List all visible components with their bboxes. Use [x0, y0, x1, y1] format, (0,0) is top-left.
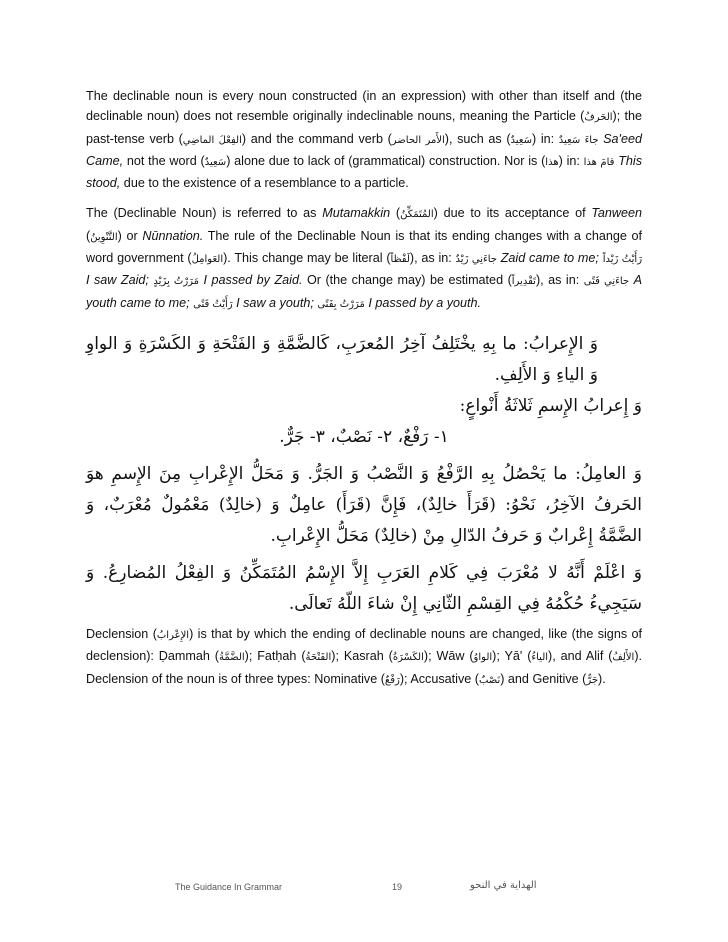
arabic-term: المُتَمَكِّنُ: [400, 209, 434, 221]
arabic-paragraph-amil: وَ العامِلُ: ما يَحْصُلُ بِهِ الرَّفْعُ وَ النَّصْبُ وَ الجَرُّ. وَ مَحَلُّ الإِعْرابِ مِنَ الإِسمِ هوَ الحَرفُ الآخِرُ، نَحْوُ: (قَرَأَ خالِدٌ)، فَإِنَّ (قَرَأَ) عامِلٌ وَ (خالِدٌ) مَعْمُولٌ مُعْرَبٌ، وَ الضَّمَّةُ إِعْرابٌ وَ حَرفُ الدّالِ مِنْ (خالِدٌ) مَحَلُّ الإِعْرابِ.: [86, 463, 642, 546]
text-segment: ) in:: [532, 131, 559, 146]
text-segment: ) due to its acceptance of: [433, 206, 592, 221]
footer-arabic-title: الهداية في النحو: [470, 880, 537, 891]
translation-italic: A youth came to me;: [86, 273, 643, 310]
arabic-term: الواوُ: [473, 652, 493, 664]
translation-italic: Zaid came to me;: [500, 251, 599, 266]
term-italic: Mutamakkin: [322, 206, 391, 221]
arabic-term: جَرٌّ: [586, 674, 599, 686]
text-segment: not the word (: [123, 153, 205, 168]
arabic-example: جاءَ سَعِيدٌ: [558, 134, 599, 146]
arabic-term: هذا: [545, 156, 559, 168]
arabic-paragraph-mutamakkin: وَ اعْلَمْ أَنَّهُ لا مُعْرَبَ فِي كَلامِ العَرَبِ إِلاَّ الإِسْمُ المُتَمَكِّنُ وَ الفِعْلُ المُضارِعُ. وَ سَيَجِيءُ حُكْمُهُ فِي القِسْمِ الثّانِي إِنْ شاءَ اللّهُ تَعالَى.: [86, 562, 642, 614]
text-segment: ); Kasrah (: [331, 649, 393, 664]
arabic-paragraph-irab-types: وَ إِعرابُ الإِسمِ ثَلاثَةُ أَنْواعٍ:: [459, 395, 642, 416]
text-segment: Or (the change may) be estimated (: [302, 273, 512, 288]
arabic-term: لَفْظاً: [390, 254, 410, 266]
arabic-example: مَرَرْتُ بِفَتًى: [317, 298, 365, 310]
text-segment: ) in:: [558, 153, 584, 168]
arabic-term: الأَلِفُ: [612, 652, 635, 664]
paragraph-declinable-noun-definition: [86, 86, 642, 193]
text-segment: The rule of the Declinable Noun is that its ending changes with a change of word government (: [86, 228, 643, 266]
text-segment: ). This change may be literal (: [223, 251, 391, 266]
arabic-example: رَأَيْتُ فَتًى: [193, 298, 233, 310]
arabic-term: سَعِيدٌ: [510, 134, 532, 146]
arabic-term: تَقْدِيراً: [511, 276, 536, 288]
text-segment: (: [390, 206, 401, 221]
arabic-example: جاءَنِي زَيْدٌ: [455, 254, 497, 266]
text-segment: ); Accusative (: [399, 671, 479, 686]
translation-italic: I passed by Zaid.: [203, 273, 303, 288]
text-segment: ), as in:: [535, 273, 584, 288]
footer-page-number: 19: [392, 882, 403, 892]
text-segment: ), such as (: [444, 131, 511, 146]
text-segment: The (Declinable Noun) is referred to as: [86, 206, 323, 221]
text-segment: ) and the command verb (: [241, 131, 392, 146]
translation-italic: Sa'eed Came,: [86, 131, 642, 168]
arabic-term: العَوامِلُ: [191, 254, 224, 266]
paragraph-declension: [86, 624, 642, 691]
arabic-example: جاءَنِي فَتًى: [583, 276, 630, 288]
arabic-term: الكَسْرَةُ: [392, 652, 424, 664]
arabic-example: قامَ هذا: [583, 156, 615, 168]
translation-italic: I saw a youth;: [236, 295, 314, 310]
arabic-term: الفَتْحَةُ: [305, 652, 332, 664]
text-segment: ), and Alif (: [548, 649, 613, 664]
page-content: [86, 86, 642, 691]
text-segment: The declinable noun is every noun constructed (in an expression) with other than itself and (the declinable noun) does not resemble originally indeclinable nouns, meaning the Particle (: [86, 89, 642, 124]
text-segment: ). Declension of the noun is of three types: Nominative (: [86, 649, 643, 686]
arabic-term: الحَرفُ: [584, 112, 613, 124]
term-italic: Nūnnation.: [142, 228, 204, 243]
arabic-term: الأَمر الحاضر: [391, 134, 445, 146]
arabic-term: سَعِيدٌ: [204, 156, 227, 168]
translation-italic: This stood,: [86, 153, 643, 191]
arabic-term: نَصْبٌ: [478, 674, 501, 686]
arabic-term: الإِعْرابُ: [156, 629, 190, 641]
arabic-paragraph-irab-definition: وَ الإِعرابُ: ما بِهِ يخْتَلِفُ آخِرُ المُعرَبِ، كَالضَّمَّةِ وَ الفَتْحَةِ وَ الكَسْرَةِ وَ الواوِ وَ الياءِ وَ الأَلِفِ.: [86, 333, 598, 385]
text-segment: Declension (: [86, 626, 157, 641]
text-segment: ) or: [117, 228, 143, 243]
arabic-example: رَأَيْتُ زَيْداً: [602, 254, 643, 266]
spacer: [86, 315, 642, 329]
term-italic: Tanween: [591, 206, 642, 221]
text-segment: ) is that by which the ending of declinable nouns are changed, like (the signs of declension): Ḍammah (: [86, 626, 643, 664]
arabic-example: مَرَرْتُ بِزَيْدٍ: [153, 276, 200, 288]
arabic-term: الفِعْلَ الماضِي: [182, 134, 242, 146]
footer-book-title: The Guidance In Grammar: [175, 882, 283, 892]
text-segment: ), as in:: [409, 251, 456, 266]
arabic-term: الضَّمَّةُ: [219, 652, 245, 664]
translation-italic: I passed by a youth.: [368, 295, 482, 310]
text-segment: ) and Genitive (: [500, 671, 587, 686]
text-segment: ); the past-tense verb (: [86, 109, 643, 146]
arabic-term: رَفْعٌ: [384, 674, 400, 686]
page-footer: [0, 880, 728, 896]
text-segment: ); Yā' (: [492, 649, 532, 664]
text-segment: ); Wāw (: [423, 649, 474, 664]
text-segment: ); Fatḥah (: [244, 649, 306, 664]
text-segment: ) alone due to lack of (grammatical) construction. Nor is (: [226, 153, 546, 168]
arabic-term: الياءُ: [531, 652, 549, 664]
text-segment: ).: [598, 671, 606, 686]
paragraph-mutamakkin: [86, 203, 642, 314]
translation-italic: I saw Zaid;: [86, 273, 149, 288]
arabic-list-irab-types: ١- رَفْعٌ، ٢- نَصْبٌ، ٣- جَرٌّ.: [279, 426, 449, 447]
spacer: [86, 193, 642, 203]
text-segment: (: [86, 228, 91, 243]
arabic-term: التَّنْوِينُ: [90, 231, 118, 243]
text-segment: due to the existence of a resemblance to a particle.: [120, 176, 409, 191]
